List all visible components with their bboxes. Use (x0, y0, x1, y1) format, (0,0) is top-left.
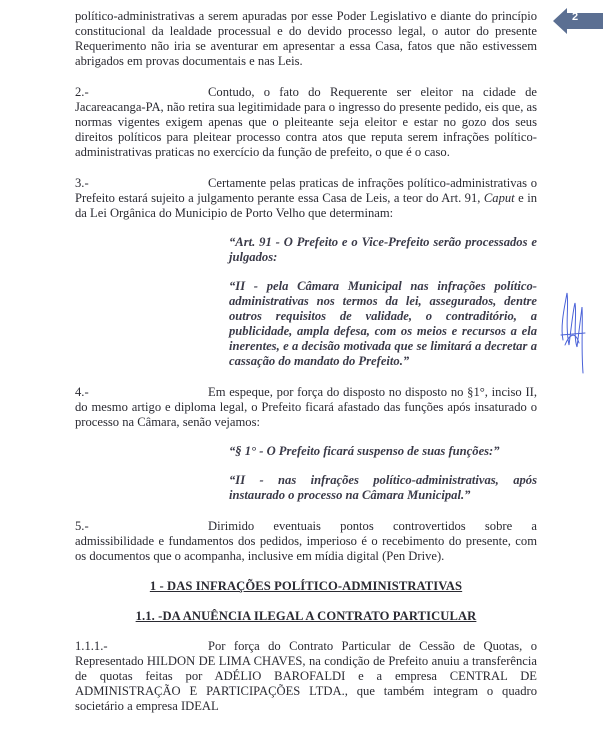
quote-art-91: “Art. 91 - O Prefeito e o Vice-Prefeito serão processados e julgados: (229, 235, 537, 264)
paragraph-1-1-1 (75, 639, 537, 714)
paragraph-number: 2.- (75, 85, 89, 99)
page-number-badge: 2 (571, 11, 579, 23)
paragraph-text-cont: e in da Lei Orgânica do Municipio de Porto Velho que determinam: (75, 191, 537, 220)
quote-inciso-ii: “II - pela Câmara Municipal nas infrações político-administrativas nos termos da lei, assegurados, dentre outros requisitos de validade, o contraditório, a publicidade, ampla defesa, com os meios e recursos a ela inerentes, e a decisão motivada que se limitará a decretar a cassação do mandato do Prefeito.” (229, 279, 537, 368)
paragraph-intro: político-administrativas a serem apuradas por esse Poder Legislativo e diante do princípio constitucional da lealdade processual e do devido processo legal, o autor do presente Requerimento não iria se aventurar em apresentar a essa Casa, fatos que não estivessem abrigados em provas documentais e nas Leis. (75, 9, 537, 68)
paragraph-text: Contudo, o fato do Requerente ser eleitor na cidade de Jacareacanga-PA, não retira sua legitimidade para o ingresso do presente pedido, eis que, as normas vigentes exigem apenas que o pleiteante seja eleitor e estar no gozo dos seus direitos políticos para pleitear processo contra atos que reputa serem infrações político-administrativas praticas no exercício da função de prefeito, o que é o caso. (75, 85, 537, 159)
section-heading: 1 - DAS INFRAÇÕES POLÍTICO-ADMINISTRATIVAS (149, 579, 463, 593)
paragraph-text: Em espeque, por força do disposto no disposto no §1°, inciso II, do mesmo artigo e diploma legal, o Prefeito ficará afastado das funções após insaturado o processo na Câmara, senão vejamos: (75, 385, 537, 429)
quote-paragraph-1: “§ 1° - O Prefeito ficará suspenso de suas funções:” (229, 444, 500, 458)
paragraph-5 (75, 519, 537, 564)
document-page (75, 9, 537, 730)
caput-term: Caput (483, 191, 515, 205)
handwritten-signature-icon (555, 285, 595, 375)
paragraph-number: 5.- (75, 519, 89, 533)
paragraph-4 (75, 385, 537, 430)
paragraph-number: 4.- (75, 385, 89, 399)
subsection-heading: 1.1. -DA ANUÊNCIA ILEGAL A CONTRATO PARTICULAR (135, 609, 477, 623)
paragraph-text: Certamente pelas praticas de infrações político-administrativas o Prefeito estará sujeito a julgamento perante essa Casa de Leis, a teor do Art. 91, (75, 176, 537, 205)
paragraph-text: Dirimido eventuais pontos controvertidos sobre a admissibilidade e fundamentos dos pedidos, imperioso é o recebimento do presente, com os documentos que o acompanha, inclusive em mídia digital (Pen Drive). (75, 519, 537, 563)
paragraph-2 (75, 85, 537, 160)
quote-inciso-ii-suspension: “II - nas infrações político-administrativas, após instaurado o processo na Câmara Municipal.” (229, 473, 537, 502)
paragraph-number: 3.- (75, 176, 89, 190)
paragraph-text: Por força do Contrato Particular de Cessão de Quotas, o Representado HILDON DE LIMA CHAVES, na condição de Prefeito anuiu a transferência de quotas feitas por ADÉLIO BAROFALDI e a empresa CENTRAL DE ADMINISTRAÇÃO E PARTICIPAÇÕES LTDA., que também integram o quadro societário a empresa IDEAL (75, 639, 537, 713)
paragraph-3 (75, 176, 537, 221)
paragraph-number: 1.1.1.- (75, 639, 108, 653)
